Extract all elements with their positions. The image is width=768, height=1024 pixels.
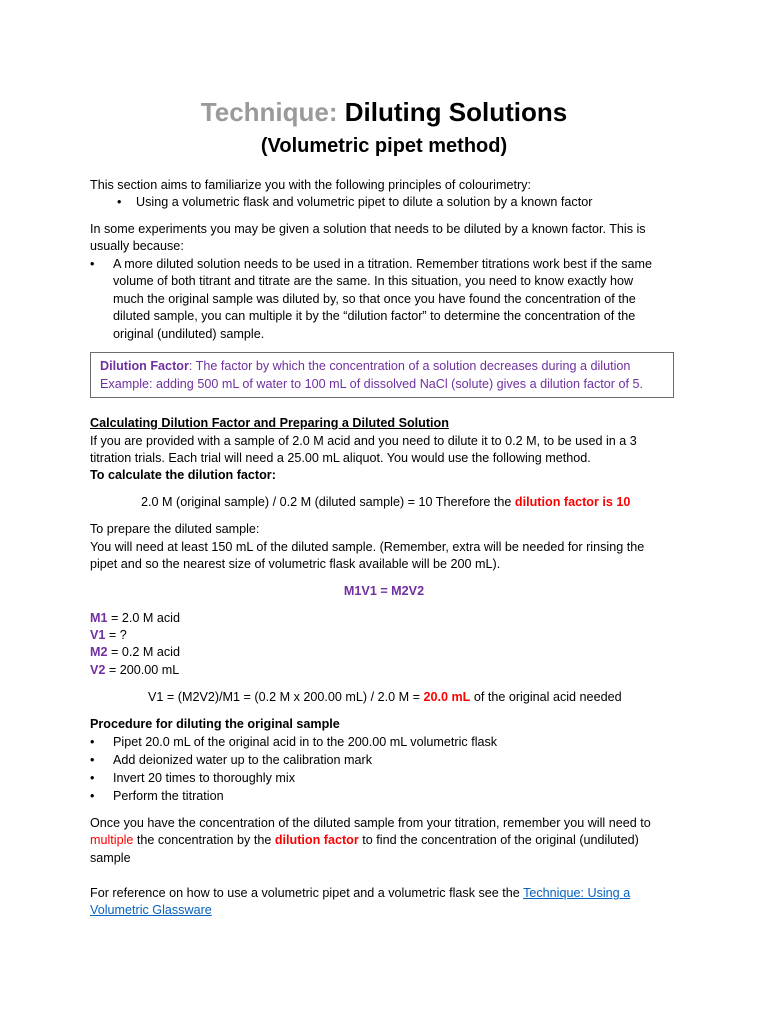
dilution-equation <box>141 494 630 512</box>
dilution-formula: M1V1 = M2V2 <box>343 584 425 598</box>
reference-text: For reference on how to use a volumetric pipet and a volumetric flask see the <box>90 886 524 900</box>
prepare-line-1: You will need at least 150 mL of the diluted sample. (Remember, extra will be needed for rinsing the <box>90 540 645 554</box>
procedure-step-text: Perform the titration <box>113 789 224 803</box>
calc-line-2: titration trials. Each trial will need a 25.00 mL aliquot. You would use the following method. <box>90 451 591 465</box>
closing-end: to find the concentration of the original (undiluted) <box>358 833 639 847</box>
calc-line-1: If you are provided with a sample of 2.0 M acid and you need to dilute it to 0.2 M, to be used in a 3 <box>90 434 637 448</box>
title-prefix: Technique: <box>200 97 345 127</box>
bullet-icon: • <box>90 753 95 767</box>
calc-to-calc: To calculate the dilution factor: <box>90 468 276 482</box>
glassware-technique-link-cont[interactable]: Volumetric Glassware <box>90 903 212 917</box>
v1-result: 20.0 mL <box>423 690 471 704</box>
reason-bullet-line: original (undiluted) sample. <box>113 327 265 341</box>
var-label: M2 <box>90 645 108 659</box>
procedure-step-text: Add deionized water up to the calibration mark <box>113 753 373 767</box>
definition-example: Example: adding 500 mL of water to 100 mL of dissolved NaCl (solute) gives a dilution factor of 5. <box>100 376 643 391</box>
definition-term: Dilution Factor <box>100 359 189 373</box>
v1-calculation <box>148 689 622 707</box>
var-label: V1 <box>90 628 106 642</box>
page-subtitle: (Volumetric pipet method) <box>260 135 508 157</box>
reason-bullet-line: much the original sample was diluted by, so that once you have found the concentration of the <box>113 292 636 306</box>
reason-line-1: In some experiments you may be given a solution that needs to be diluted by a known factor. This is <box>90 222 646 236</box>
reference-line <box>90 885 630 903</box>
v1-calc-text: V1 = (M2V2)/M1 = (0.2 M x 200.00 mL) / 2.0 M = <box>148 690 424 704</box>
glassware-technique-link[interactable]: Technique: Using a <box>523 886 631 900</box>
bullet-icon: • <box>117 195 122 209</box>
bullet-icon: • <box>90 735 95 749</box>
var-value: = 0.2 M acid <box>107 645 180 659</box>
reason-bullet-line: A more diluted solution needs to be used in a titration. Remember titrations work best if the same <box>113 257 653 271</box>
closing-line-1: Once you have the concentration of the diluted sample from your titration, remember you will need to <box>90 816 651 830</box>
prepare-line-2: pipet and so the nearest size of volumetric flask available will be 200 mL). <box>90 557 501 571</box>
prepare-intro: To prepare the diluted sample: <box>90 522 260 536</box>
var-label: V2 <box>90 663 106 677</box>
procedure-step-text: Pipet 20.0 mL of the original acid in to the 200.00 mL volumetric flask <box>113 735 498 749</box>
var-label: M1 <box>90 611 108 625</box>
dilution-equation-text: 2.0 M (original sample) / 0.2 M (diluted sample) = 10 Therefore the <box>141 495 515 509</box>
closing-line-3: sample <box>90 851 131 865</box>
closing-line-2 <box>90 832 639 850</box>
v1-calc-tail: of the original acid needed <box>470 690 622 704</box>
intro-bullet-text: Using a volumetric flask and volumetric pipet to dilute a solution by a known factor <box>136 195 593 209</box>
reason-bullet-line: diluted sample, you can multiple it by the “dilution factor” to determine the concentration of the <box>113 309 636 323</box>
reason-bullet-line: volume of both titrant and titrate are the same. In this situation, you need to know exactly how <box>113 274 634 288</box>
var-v2 <box>90 662 179 680</box>
closing-mid: the concentration by the <box>133 833 275 847</box>
procedure-heading: Procedure for diluting the original sample <box>90 717 340 731</box>
dilution-factor-term: dilution factor <box>274 833 359 847</box>
definition-box <box>90 352 674 398</box>
definition-text: : The factor by which the concentration of a solution decreases during a dilution <box>188 359 631 373</box>
bullet-icon: • <box>90 789 95 803</box>
page-title <box>0 94 768 130</box>
intro-text: This section aims to familiarize you with the following principles of colourimetry: <box>90 178 531 192</box>
reason-line-2: usually because: <box>90 239 184 253</box>
bullet-icon: • <box>90 257 95 271</box>
var-value: = ? <box>105 628 127 642</box>
multiple-word: multiple <box>90 833 134 847</box>
procedure-step-text: Invert 20 times to thoroughly mix <box>113 771 295 785</box>
var-value: = 200.00 mL <box>105 663 180 677</box>
bullet-icon: • <box>90 771 95 785</box>
calc-heading: Calculating Dilution Factor and Preparing a Diluted Solution <box>90 416 449 430</box>
var-m1 <box>90 610 180 628</box>
var-m2 <box>90 644 180 662</box>
var-v1 <box>90 627 127 645</box>
reference-line-2 <box>90 902 212 920</box>
dilution-factor-result: dilution factor is 10 <box>514 495 631 509</box>
title-main: Diluting Solutions <box>344 97 568 127</box>
var-value: = 2.0 M acid <box>107 611 180 625</box>
definition-line <box>100 358 673 376</box>
